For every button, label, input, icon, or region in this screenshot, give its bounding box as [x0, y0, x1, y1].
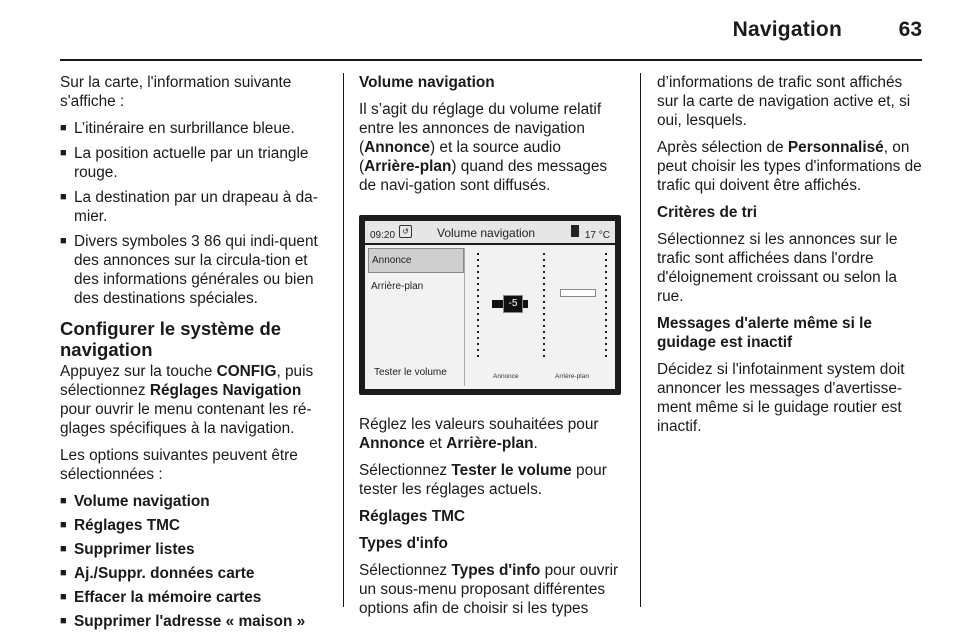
column-divider [343, 73, 344, 607]
options-list [60, 492, 332, 631]
screen-menu [368, 248, 465, 386]
adjust-paragraph: Réglez les valeurs souhaitées pour Annonce et Arrière-plan. [359, 416, 599, 452]
page-number: 63 [898, 18, 922, 41]
alert-paragraph: Décidez si l'infotainment system doit annoncer les messages d'avertisse-ment même si le guidage routier est inactif. [657, 361, 905, 435]
back-icon[interactable]: ↺ [399, 225, 412, 238]
list-item: ■ Effacer la mémoire cartes [60, 588, 332, 607]
list-item: ■ Divers symboles 3 86 qui indi-quent des annonces sur la circula-tion et des informations générales ou bien des destinations spéciales. [60, 232, 332, 308]
screen-label-annonce: Annonce [493, 373, 519, 380]
column-divider [640, 73, 641, 607]
screen-test-volume[interactable]: Tester le volume [374, 367, 447, 378]
scale-dots [543, 253, 545, 357]
page-ref-arrow-icon[interactable]: 3 [191, 233, 200, 250]
annonce-slider-value: -5 [503, 295, 523, 313]
list-item: ■ Réglages TMC [60, 516, 332, 535]
tmc-heading: Réglages TMC [359, 508, 466, 525]
types-paragraph: Sélectionnez Types d'info pour ouvrir un sous-menu proposant différentes options afin de choisir si les types [359, 562, 619, 617]
list-item: ■ Volume navigation [60, 492, 332, 511]
arriere-plan-slider[interactable] [560, 289, 596, 297]
test-paragraph: Sélectionnez Tester le volume pour tester les réglages actuels. [359, 462, 607, 498]
list-item: ■ La destination par un drapeau à da-mier. [60, 188, 332, 226]
screen-temperature: 17 °C [584, 230, 610, 241]
header-rule [60, 59, 922, 61]
list-item: ■ Supprimer listes [60, 540, 332, 559]
list-item: ■ Aj./Suppr. données carte [60, 564, 332, 583]
personalise-paragraph: Après sélection de Personnalisé, on peut choisir les types d'informations de trafic qui doivent être affichés. [657, 139, 922, 194]
options-intro: Les options suivantes peuvent être sélectionnées : [60, 447, 298, 483]
config-paragraph: Appuyez sur la touche CONFIG, puis sélectionnez Réglages Navigation pour ouvrir le menu contenant les ré-glages spécifiques à la navigation. [60, 363, 314, 437]
list-item: ■ Supprimer l'adresse « maison » [60, 612, 332, 631]
volume-paragraph: Il s’agit du réglage du volume relatif entre les annonces de navigation (Annonce) et la source audio (Arrière-plan) quand des messages de navi-gation sont diffusés. [359, 101, 608, 194]
list-item: ■ La position actuelle par un triangle rouge. [60, 144, 332, 182]
screen-label-arriere-plan: Arrière-plan [555, 373, 589, 380]
screen-body [365, 245, 615, 389]
volume-heading: Volume navigation [359, 74, 495, 91]
continued-paragraph: d’informations de trafic sont affichés sur la carte de navigation active et, si oui, lesquels. [657, 74, 911, 129]
section-title: Configurer le système de navigation [60, 318, 282, 360]
page-header [0, 0, 960, 56]
scale-dots [477, 253, 479, 357]
alert-heading: Messages d'alerte même si le guidage est inactif [657, 315, 872, 351]
list-item: ■ L’itinéraire en surbrillance bleue. [60, 119, 332, 138]
volume-screen-figure [359, 215, 621, 395]
intro-text: Sur la carte, l'information suivante s'affiche : [60, 74, 292, 110]
thermometer-icon [571, 225, 579, 237]
screen-title: Volume navigation [437, 226, 536, 240]
page-title: Navigation [732, 18, 842, 41]
map-info-list [60, 119, 332, 308]
screen-item-annonce[interactable]: Annonce [368, 248, 464, 273]
types-heading: Types d'info [359, 535, 448, 552]
annonce-slider[interactable] [492, 300, 528, 308]
column-1 [60, 73, 332, 637]
column-3 [657, 73, 923, 444]
criteria-paragraph: Sélectionnez si les annonces sur le trafic sont affichées dans l'ordre d'éloignement croissant ou selon la rue. [657, 231, 898, 305]
screen-time: 09:20 [370, 230, 396, 241]
column-2 [359, 73, 624, 626]
screen-item-arriere-plan[interactable]: Arrière-plan [371, 281, 424, 292]
criteria-heading: Critères de tri [657, 204, 758, 221]
screen-status-bar [365, 221, 615, 243]
scale-dots [605, 253, 607, 357]
